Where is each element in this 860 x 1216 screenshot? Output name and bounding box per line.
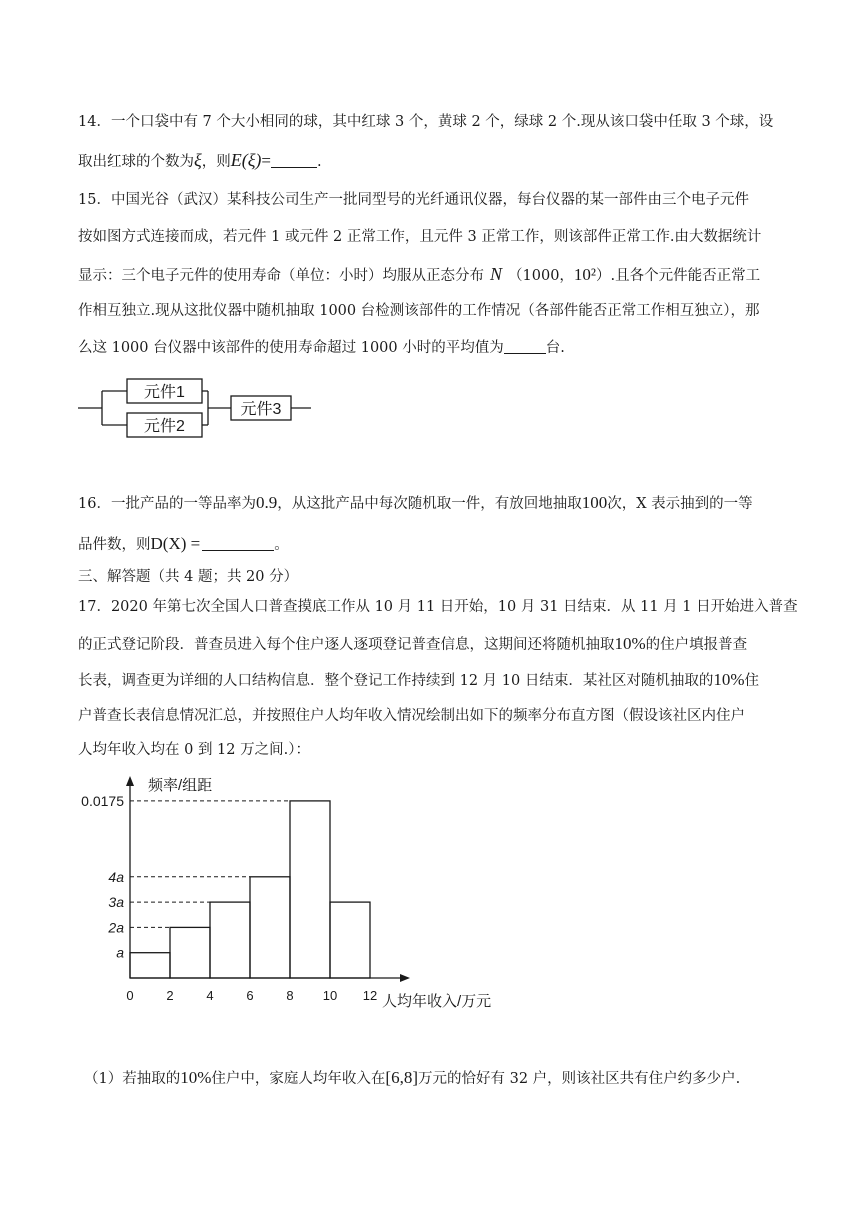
x-axis-label: 人均年收入/万元	[382, 993, 492, 1010]
histogram-bar-0-2	[130, 953, 170, 978]
q17-line4: 户普查长表信息情况汇总，并按照住户人均年收入情况绘制出如下的频率分布直方图（假设该社区内住户	[78, 708, 745, 724]
part1-question	[84, 1068, 740, 1089]
q15-text-e: 台.	[545, 340, 565, 356]
q14-end: .	[317, 154, 322, 170]
q17-text-c: 长表，调查更为详细的人口结构信息．整个登记工作持续到 12 月 10 日结束．某社区对随机抽取的	[78, 673, 714, 689]
x-axis-arrow	[400, 974, 410, 982]
draw-count: 100	[581, 493, 608, 512]
element2-label: 元件2	[144, 418, 185, 435]
x-tick-label: 4	[206, 988, 214, 1003]
variance-value: 10²	[573, 265, 597, 284]
q15-line4: 作相互独立.现从这批仪器中随机抽取 1000 台检测该部件的工作情况（各部件能否正常工作相互独立），那	[78, 303, 760, 319]
income-interval: [6,8]	[385, 1068, 418, 1087]
histogram-bar-2-4	[170, 927, 210, 978]
q15-text-a: 显示：三个电子元件的使用寿命（单位：小时）均服从正态分布	[78, 268, 484, 284]
histogram-bar-4-6	[210, 902, 250, 978]
q16-text-b: ，从这批产品中每次随机取一件，有放回地抽取	[277, 496, 582, 512]
part1-text-b: 住户中，家庭人均年收入在	[211, 1071, 386, 1087]
q16-text-d: 品件数，则	[78, 537, 151, 553]
x-tick-label: 2	[166, 988, 174, 1003]
sample-percent-2: 10%	[713, 670, 745, 689]
answer-blank-16	[202, 536, 274, 551]
q15-text-c: ）.且各个元件能否正常工	[596, 268, 761, 284]
sample-percent: 10%	[614, 634, 646, 653]
first-grade-rate: 0.9	[255, 493, 278, 512]
section-header: 三、解答题（共 4 题；共 20 分）	[78, 569, 299, 585]
q14-line1: 14．一个口袋中有 7 个大小相同的球，其中红球 3 个，黄球 2 个，绿球 2 个.现从该口袋中任取 3 个球，设	[78, 114, 774, 130]
q17-line3	[78, 670, 759, 691]
x-tick-label: 0	[126, 988, 134, 1003]
element1-label: 元件1	[144, 384, 185, 401]
answer-blank-14	[271, 153, 317, 168]
part1-text-c: 万元的恰好有 32 户，则该社区共有住户约多少户.	[417, 1071, 741, 1087]
q15-text-d: 么这 1000 台仪器中该部件的使用寿命超过 1000 小时的平均值为	[78, 340, 504, 356]
histogram-bar-8-10	[290, 801, 330, 978]
q17-line5: 人均年收入均在 0 到 12 万之间.）：	[78, 742, 310, 758]
q17-line1: 17．2020 年第七次全国人口普查摸底工作从 10 月 11 日开始，10 月 31 日结束．从 11 月 1 日开始进入普查	[78, 599, 798, 615]
q14-line2	[78, 150, 322, 172]
circuit-diagram	[78, 372, 318, 442]
part1-text-a: （1）若抽取的	[84, 1071, 181, 1087]
x-tick-label: 10	[322, 988, 338, 1003]
y-tick-label: 2a	[108, 919, 124, 936]
q14-text-a: 取出红球的个数为	[78, 154, 194, 170]
part1-percent: 10%	[180, 1068, 212, 1087]
q17-line2	[78, 634, 747, 655]
y-axis-arrow	[126, 776, 134, 786]
q15-line3	[78, 264, 760, 286]
normal-n: N	[490, 264, 503, 284]
variance-expression: D(X) =	[150, 534, 201, 553]
q15-line1: 15．中国光谷（武汉）某科技公司生产一批同型号的光纤通讯仪器，每台仪器的某一部件由三个电子元件	[78, 192, 749, 208]
q15-line2: 按如图方式连接而成，若元件 1 或元件 2 正常工作，且元件 3 正常工作，则该部件正常工作.由大数据统计	[78, 229, 762, 245]
q17-text-b: 的住户填报普查	[645, 637, 748, 653]
element3-label: 元件3	[240, 401, 282, 418]
q15-text-b: （1000，	[508, 268, 574, 284]
q16-line2	[78, 534, 289, 555]
q15-line5	[78, 338, 565, 358]
x-tick-label: 8	[286, 988, 294, 1003]
expectation-expression: E(ξ)	[230, 150, 262, 170]
x-tick-label: 6	[246, 988, 254, 1003]
histogram-bar-10-12	[330, 902, 370, 978]
q17-text-a: 的正式登记阶段．普查员进入每个住户逐人逐项登记普查信息，这期间还将随机抽取	[78, 637, 615, 653]
q16-text-c: 次，X 表示抽到的一等	[607, 496, 753, 512]
frequency-histogram	[70, 770, 510, 1030]
histogram-bar-6-8	[250, 877, 290, 978]
q17-text-d: 住	[744, 673, 760, 689]
xi-symbol: ξ	[194, 150, 202, 170]
answer-blank-15	[504, 339, 546, 354]
y-tick-label: 4a	[108, 868, 124, 885]
x-tick-label: 12	[362, 988, 378, 1003]
q16-end: 。	[274, 537, 289, 553]
q16-text-a: 16．一批产品的一等品率为	[78, 496, 256, 512]
y-tick-label: a	[116, 944, 124, 961]
q14-text-b: ，则	[201, 154, 231, 170]
q16-line1	[78, 493, 753, 514]
y-axis-label: 频率/组距	[148, 777, 213, 794]
equals-sign: =	[261, 151, 272, 170]
y-tick-label: 0.0175	[81, 792, 124, 809]
y-tick-label: 3a	[108, 894, 124, 911]
